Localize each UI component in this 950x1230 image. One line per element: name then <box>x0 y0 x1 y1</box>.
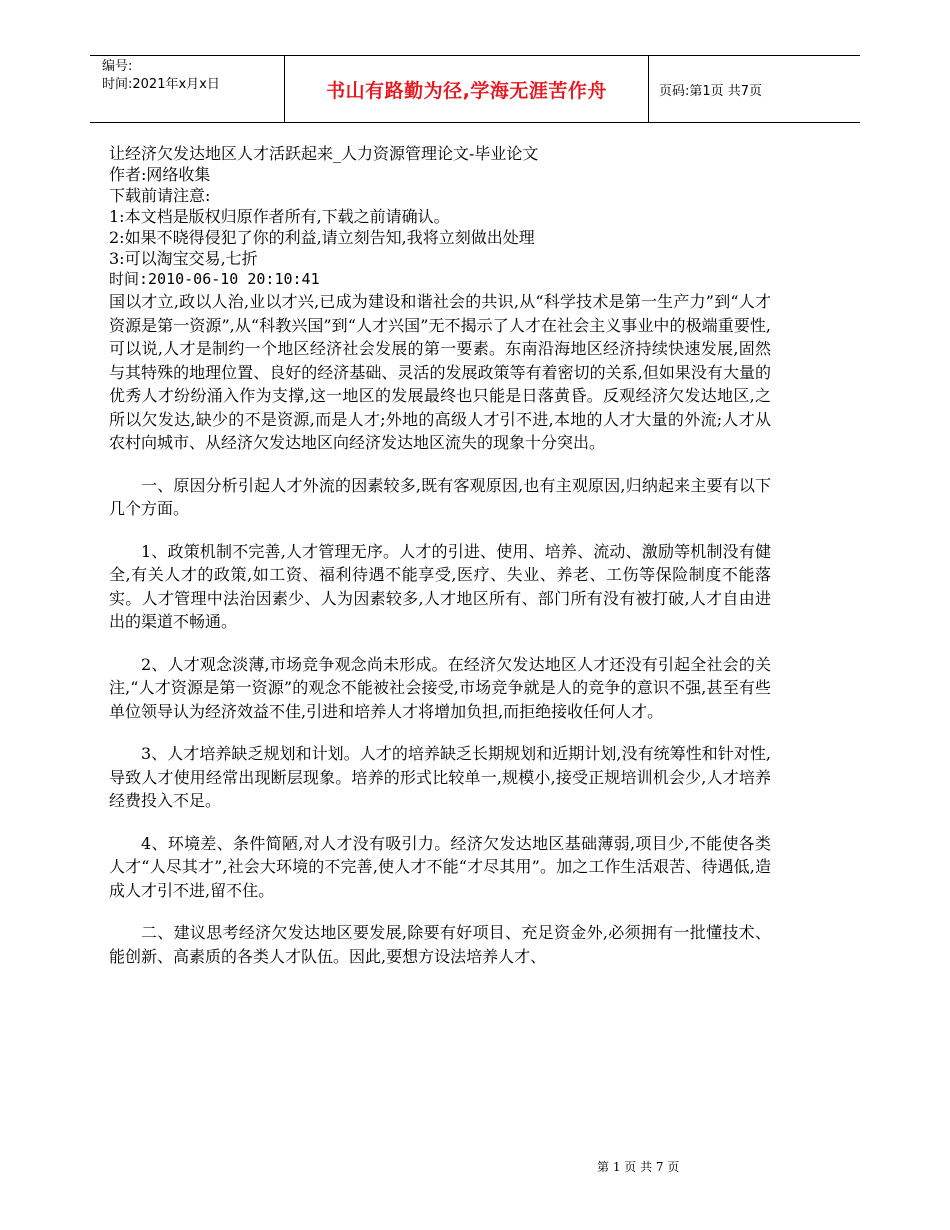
intro-paragraph: 国以才立,政以人治,业以才兴,已成为建设和谐社会的共识,从“科学技术是第一生产力”到“人才资源是第一资源”,从“科教兴国”到“人才兴国”无不揭示了人才在社会主义事业中的极端重要性,可以说,人才是制约一个地区经济社会发展的第一要素。东南沿海地区经济持续快速发展,固然与其特殊的地理位置、良好的经济基础、灵活的发展政策等有着密切的关系,但如果没有大量的优秀人才纷纷涌入作为支撑,这一地区的发展最终也只能是日落黄昏。反观经济欠发达地区,之所以欠发达,缺少的不是资源,而是人才;外地的高级人才引不进,本地的人才大量的外流;人才从农村向城市、从经济欠发达地区向经济发达地区流失的现象十分突出。 <box>109 292 771 452</box>
footer-page-number: 第 1 页 共 7 页 <box>597 1160 680 1174</box>
section-paragraph: 一、原因分析引起人才外流的因素较多,既有客观原因,也有主观原因,归纳起来主要有以下几个方面。 <box>109 475 771 518</box>
notice-item: 3:可以淘宝交易,七折 <box>109 249 258 268</box>
notice-item: 1:本文档是版权归原作者所有,下载之前请确认。 <box>109 207 450 226</box>
motto-text: 书山有路勤为径,学海无涯苦作舟 <box>326 79 607 102</box>
section-paragraph: 二、建议思考经济欠发达地区要发展,除要有好项目、充足资金外,必须拥有一批懂技术、能创新、高素质的各类人才队伍。因此,要想方设法培养人才、 <box>109 923 771 966</box>
section-paragraph: 2、人才观念淡薄,市场竞争观念尚未形成。在经济欠发达地区人才还没有引起全社会的关注,“人才资源是第一资源”的观念不能被社会接受,市场竞争就是人的竞争的意识不强,甚至有些单位领导认为经济效益不佳,引进和培养人才将增加负担,而拒绝接收任何人才。 <box>109 654 771 721</box>
notice-heading: 下载前请注意: <box>109 186 211 205</box>
header-motto-cell <box>285 56 649 122</box>
notice-item: 2:如果不晓得侵犯了你的利益,请立刻告知,我将立刻做出处理 <box>109 228 535 247</box>
article-title: 让经济欠发达地区人才活跃起来_人力资源管理论文-毕业论文 <box>109 144 539 163</box>
section-paragraph: 1、政策机制不完善,人才管理无序。人才的引进、使用、培养、流动、激励等机制没有健全,有关人才的政策,如工资、福利待遇不能享受,医疗、失业、养老、工伤等保险制度不能落实。人才管理中法治因素少、人为因素较多,人才地区所有、部门所有没有被打破,人才自由进出的渠道不畅通。 <box>109 541 771 631</box>
section-paragraph: 4、环境差、条件简陋,对人才没有吸引力。经济欠发达地区基础薄弱,项目少,不能使各类人才“人尽其才”,社会大环境的不完善,使人才不能“才尽其用”。加之工作生活艰苦、待遇低,造成人才引不进,留不住。 <box>109 833 771 900</box>
header-meta-cell <box>90 56 285 122</box>
document-header <box>90 55 860 123</box>
article-body <box>109 143 771 968</box>
page-info: 页码:第1页 共7页 <box>659 83 763 99</box>
article-author: 作者:网络收集 <box>109 165 211 184</box>
time-label: 时间:2021年x月x日 <box>102 77 220 92</box>
article-time: 时间:2010-06-10 20:10:41 <box>109 270 320 288</box>
number-label: 编号: <box>102 59 133 74</box>
section-paragraph: 3、人才培养缺乏规划和计划。人才的培养缺乏长期规划和近期计划,没有统筹性和针对性,导致人才使用经常出现断层现象。培养的形式比较单一,规模小,接受正规培训机会少,人才培养经费投入不足。 <box>109 744 771 810</box>
